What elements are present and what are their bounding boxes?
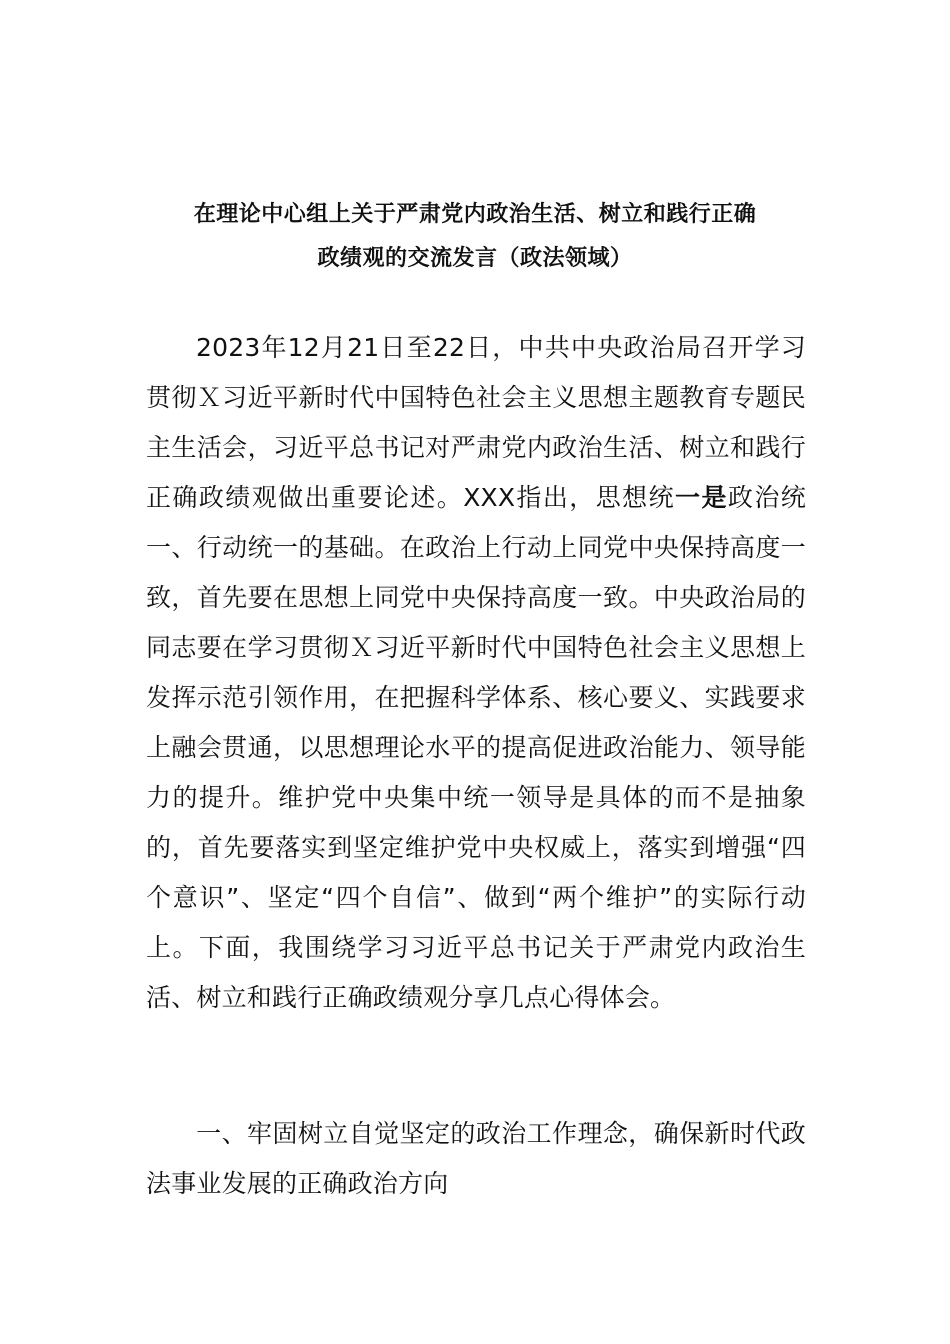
intro-paragraph	[146, 323, 806, 1023]
document-title	[120, 196, 830, 278]
title-line-1: 在理论中心组上关于严肃党内政治生活、树立和践行正确	[193, 202, 757, 227]
section-1-heading-text: 一、牢固树立自觉坚定的政治工作理念，确保新时代政法事业发展的正确政治方向	[146, 1119, 806, 1198]
section-1-heading	[146, 1109, 806, 1209]
title-line-2: 政绩观的交流发言（政法领域）	[317, 246, 633, 271]
intro-text-part-2: 政治统一、行动统一的基础。在政治上行动上同党中央保持高度一致，首先要在思想上同党中央保持高度一致。中央政治局的同志要在学习贯彻Ｘ习近平新时代中国特色社会主义思想上发挥示范引领作用，在把握科学体系、核心要义、实践要求上融会贯通，以思想理论水平的提高促进政治能力、领导能力的提升。维护党中央集中统一领导是具体的而不是抽象的，首先要落实到坚定维护党中央权威上，落实到增强“四个意识”、坚定“四个自信”、做到“两个维护”的实际行动上。下面，我围绕学习习近平总书记关于严肃党内政治生活、树立和践行正确政绩观分享几点心得体会。	[146, 483, 806, 1012]
intro-text-part-1: 2023年12月21日至22日，中共中央政治局召开学习贯彻Ｘ习近平新时代中国特色社会主义思想主题教育专题民主生活会，习近平总书记对严肃党内政治生活、树立和践行正确政绩观做出重要论述。XXX指出，思想统	[146, 333, 806, 512]
intro-bold-text: 一是	[675, 483, 728, 512]
